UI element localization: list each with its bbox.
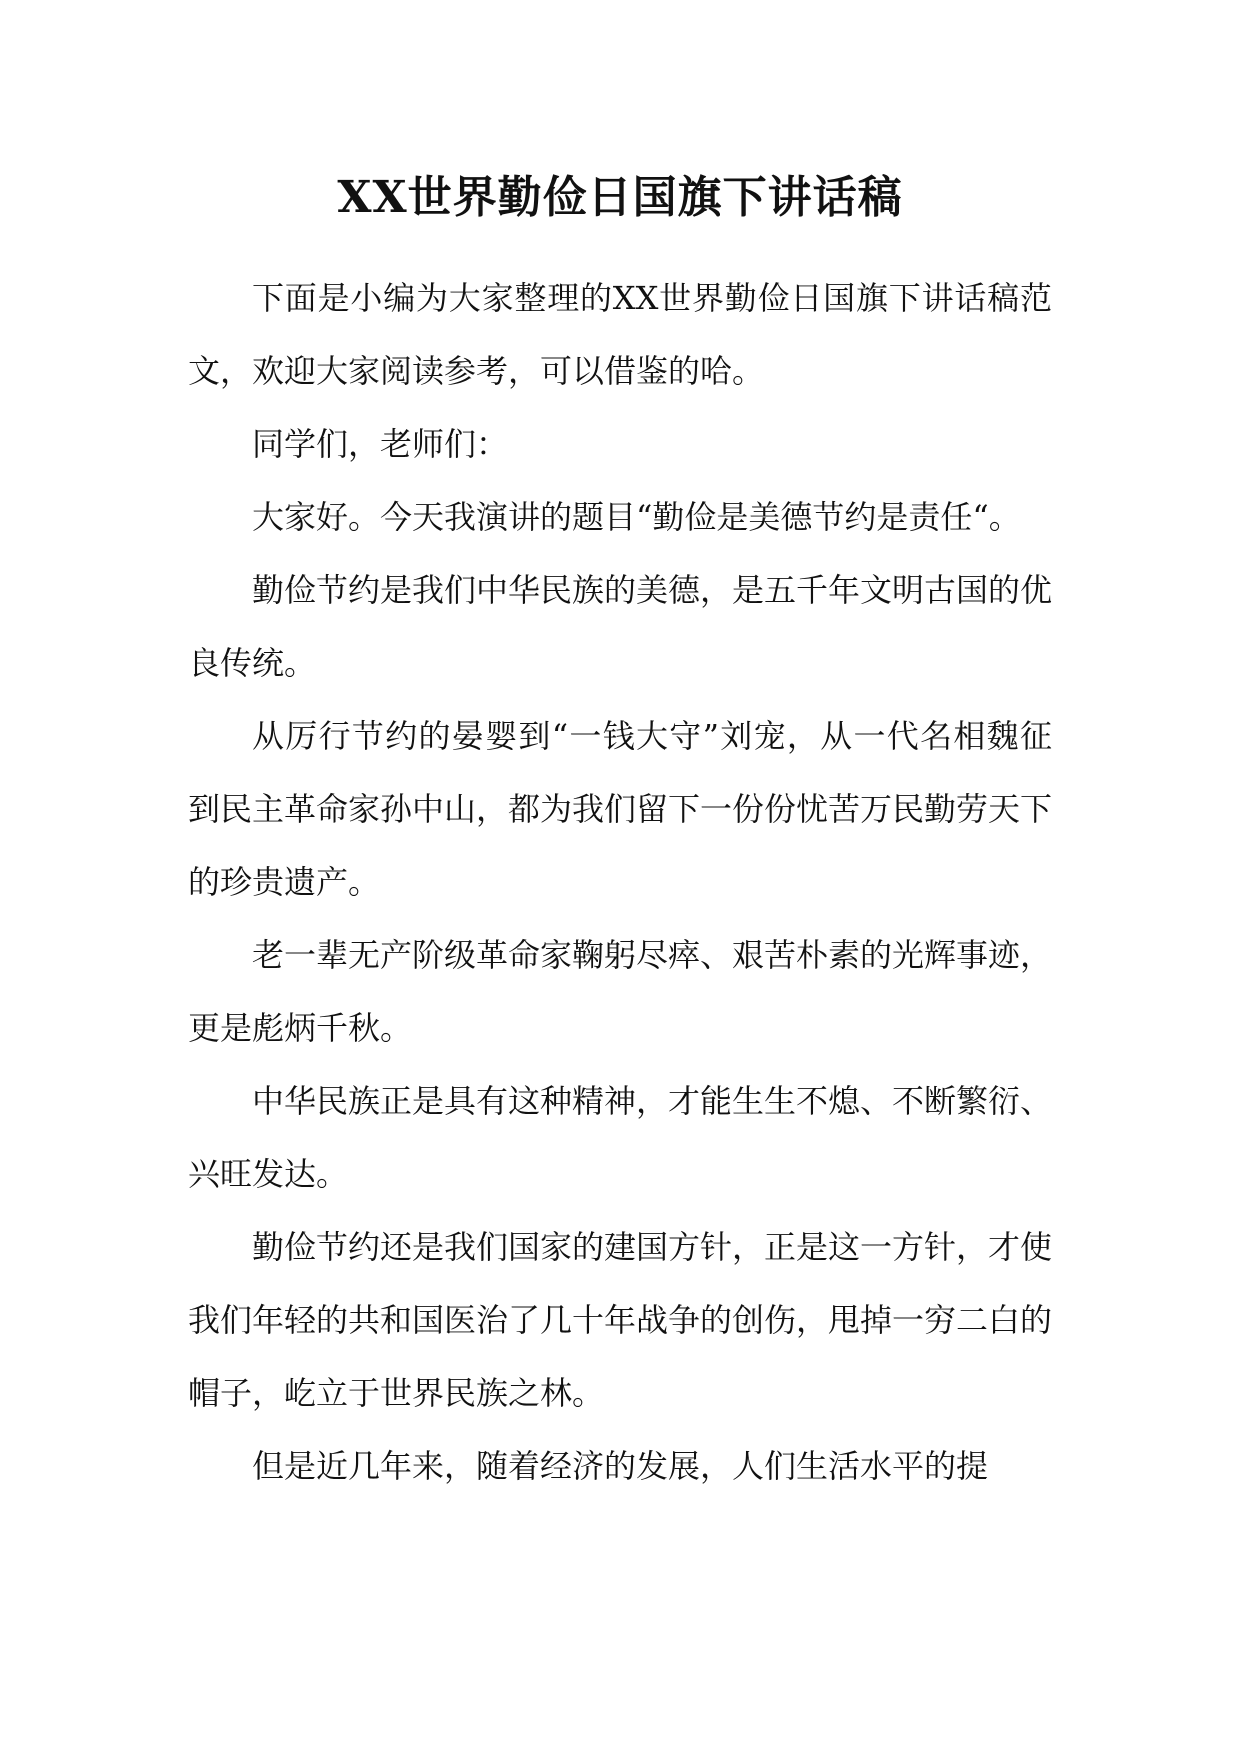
paragraph-history: 从厉行节约的晏婴到“一钱大守”刘宠，从一代名相魏征到民主革命家孙中山，都为我们留下一份份忧苦万民勤劳天下的珍贵遗产。 [188,717,1053,901]
paragraph-salutation: 同学们，老师们： [252,425,509,463]
paragraph-nation-spirit: 中华民族正是具有这种精神，才能生生不熄、不断繁衍、兴旺发达。 [188,1082,1053,1193]
paragraph-revolutionaries: 老一辈无产阶级革命家鞠躬尽瘁、艰苦朴素的光辉事迹，更是彪炳千秋。 [188,936,1053,1047]
document-title: XX世界勤俭日国旗下讲话稿 [337,172,903,223]
paragraph-founding-policy: 勤俭节约还是我们国家的建国方针，正是这一方针，才使我们年轻的共和国医治了几十年战争的创伤，甩掉一穷二白的帽子，屹立于世界民族之林。 [188,1228,1053,1412]
paragraph-recent-years: 但是近几年来，随着经济的发展，人们生活水平的提 [252,1447,989,1485]
document-body [188,262,1052,1503]
paragraph-virtue: 勤俭节约是我们中华民族的美德，是五千年文明古国的优良传统。 [188,571,1053,682]
paragraph-greeting: 大家好。今天我演讲的题目“勤俭是美德节约是责任“。 [252,498,1021,536]
paragraph-intro: 下面是小编为大家整理的XX世界勤俭日国旗下讲话稿范文，欢迎大家阅读参考，可以借鉴的哈。 [188,279,1052,390]
